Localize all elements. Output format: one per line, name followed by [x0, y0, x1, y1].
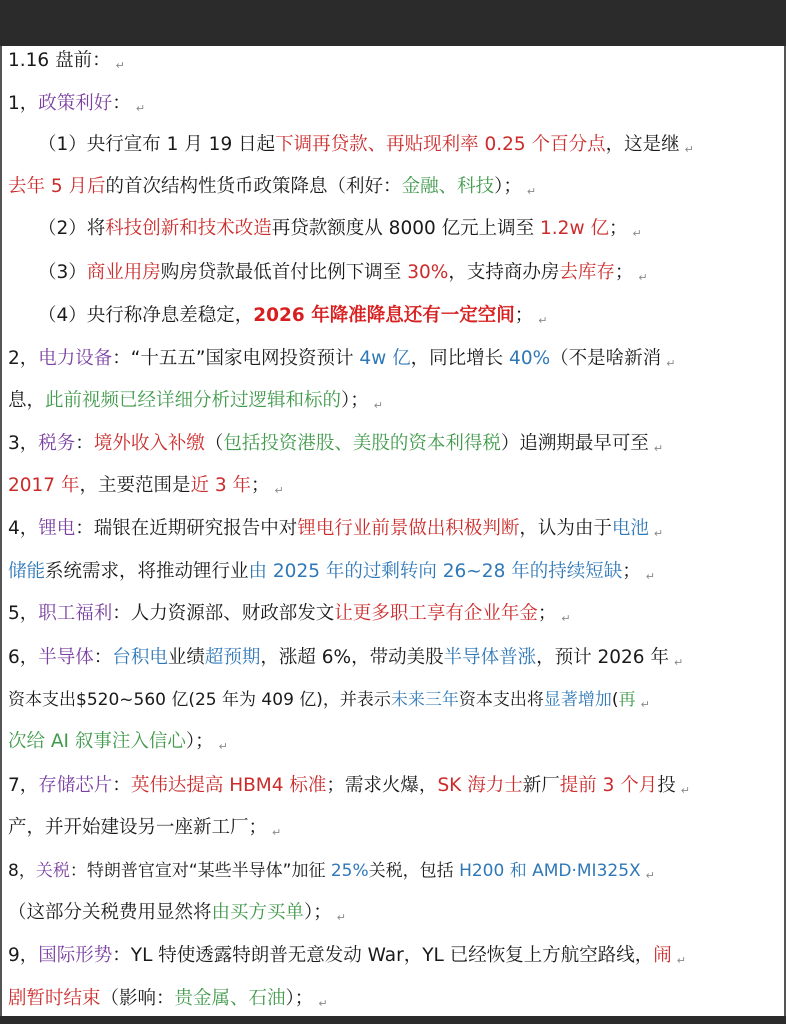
doc-line	[8, 46, 125, 76]
text-run: ：特朗普官宣对“某些半导体”加征	[69, 861, 331, 881]
text-run: 贵金属、石油	[174, 988, 286, 1009]
text-run: （影响：	[100, 988, 175, 1009]
text-run: 去库存	[559, 262, 615, 283]
text-run: （3）	[38, 262, 87, 283]
text-run: 投	[657, 775, 676, 796]
text-run: 40%	[509, 348, 551, 369]
text-run: ）追溯期最早可至	[500, 433, 649, 454]
text-run: 金融、科技	[401, 176, 495, 197]
text-run: 科技创新和技术改造	[105, 218, 272, 239]
doc-line	[8, 172, 536, 202]
text-run: 2017 年	[8, 475, 80, 496]
text-run: ；	[251, 475, 270, 496]
text-run: 5，	[8, 603, 39, 624]
text-run: 3，	[8, 433, 39, 454]
text-run: 未来三年	[390, 690, 459, 710]
bottom-bar	[0, 1016, 786, 1024]
text-run: 税务	[38, 433, 76, 454]
doc-line	[8, 471, 284, 501]
text-run: 业绩	[167, 647, 205, 668]
text-run: 系统需求，将推动锂行业	[45, 561, 249, 582]
text-run: 半导体	[38, 647, 94, 668]
doc-line	[8, 386, 383, 416]
text-run: ；	[514, 305, 534, 326]
text-run: ，这是继	[605, 134, 680, 155]
text-run: （不是啥新消	[550, 348, 662, 369]
text-run: ：	[75, 433, 94, 454]
paragraph-mark-icon: ↵	[640, 698, 650, 711]
text-run: ：人力资源部、财政部发文	[112, 603, 335, 624]
text-run: 提前 3 个月	[559, 775, 658, 796]
paragraph-mark-icon: ↵	[135, 102, 146, 115]
doc-line	[8, 984, 328, 1014]
text-run: 8，	[8, 861, 36, 881]
paragraph-mark-icon: ↵	[645, 570, 655, 583]
text-run: 30%	[407, 262, 449, 283]
doc-line	[38, 214, 642, 244]
text-run: 存储芯片	[38, 775, 113, 796]
text-run: ，认为由于	[519, 518, 612, 539]
paragraph-mark-icon: ↵	[638, 271, 648, 284]
text-run: ：	[93, 647, 113, 668]
doc-line	[8, 429, 663, 459]
text-run: 国际形势	[38, 945, 113, 966]
text-run: 锂电	[38, 518, 76, 539]
doc-line	[8, 557, 655, 587]
paragraph-mark-icon: ↵	[336, 911, 347, 924]
paragraph-mark-icon: ↵	[680, 784, 690, 797]
text-run: ）；	[285, 988, 314, 1009]
paragraph-mark-icon: ↵	[653, 527, 664, 540]
paragraph-mark-icon: ↵	[115, 59, 125, 72]
paragraph-mark-icon: ↵	[373, 399, 384, 412]
text-run: 的首次结构性货币政策降息（利好：	[105, 176, 402, 197]
top-bar	[0, 0, 786, 46]
text-run: H200 和 AMD·MI325X	[459, 861, 641, 881]
paragraph-mark-icon: ↵	[272, 826, 282, 839]
text-run: ）；	[494, 176, 522, 197]
doc-line	[38, 301, 547, 331]
doc-line	[8, 599, 571, 629]
text-run: 商业用房	[86, 262, 161, 283]
doc-line	[8, 685, 650, 715]
text-run: ：	[112, 93, 131, 114]
doc-line	[8, 941, 686, 971]
text-run: 英伟达提高 HBM4 标准	[130, 775, 327, 796]
text-run: 4，	[8, 518, 39, 539]
text-run: 6，	[8, 647, 39, 668]
text-run: ）；	[304, 902, 332, 923]
text-run: 近 3 年	[190, 475, 252, 496]
doc-line	[8, 514, 663, 544]
text-run: 7，	[8, 775, 39, 796]
paragraph-mark-icon: ↵	[318, 997, 328, 1010]
text-run: 2026 年降准降息还有一定空间	[253, 305, 515, 326]
text-run: 超预期	[204, 647, 261, 668]
doc-line	[8, 727, 228, 757]
paragraph-mark-icon: ↵	[666, 357, 676, 370]
paragraph-mark-icon: ↵	[673, 656, 684, 669]
text-run: (	[611, 690, 619, 710]
text-run: SK 海力士	[437, 775, 523, 796]
text-run: 此前视频已经详细分析过逻辑和标的	[45, 390, 342, 411]
text-run: 剧暂时结束	[8, 988, 101, 1009]
text-run: 让更多职工享有企业年金	[334, 603, 538, 624]
text-run: 电力设备	[38, 348, 113, 369]
text-run: ；	[537, 603, 557, 624]
doc-line	[8, 898, 346, 928]
text-run: ；	[614, 262, 634, 283]
doc-line	[8, 344, 675, 374]
text-run: ，涨超 6%，带动美股	[260, 647, 444, 668]
text-run: 购房贷款最低首付比例下调至	[160, 262, 408, 283]
paragraph-mark-icon: ↵	[684, 143, 694, 156]
text-run: （这部分关税费用显然将	[8, 902, 212, 923]
text-run: 由买方买单	[211, 902, 305, 923]
text-run: 资本支出将	[458, 690, 544, 710]
text-run: 去年 5 月后	[8, 176, 106, 197]
text-run: ）；	[185, 731, 214, 752]
text-run: 台积电	[112, 647, 168, 668]
text-run: 境外收入补缴	[93, 433, 205, 454]
text-run: 次给 AI 叙事注入信心	[8, 731, 186, 752]
text-run: 资本支出$520~560 亿(25 年为 409 亿)，并表示	[8, 690, 391, 710]
text-run: 再	[618, 690, 636, 710]
text-run: 由 2025 年的过剩转向 26~28 年的持续短缺	[248, 561, 623, 582]
text-run: 包括投资港股、美股的资本利得税	[223, 433, 501, 454]
text-run: 政策利好	[38, 93, 113, 114]
text-run: ，支持商办房	[448, 262, 560, 283]
doc-line	[38, 258, 648, 288]
text-run: 产，并开始建设另一座新工厂；	[8, 817, 268, 838]
text-run: （2）将	[38, 218, 106, 239]
doc-line	[38, 130, 694, 160]
text-run: 新厂	[522, 775, 560, 796]
text-run: 关税	[35, 861, 70, 881]
doc-line	[8, 813, 281, 843]
text-run: 再贷款额度从 8000 亿元上调至	[271, 218, 541, 239]
doc-line	[8, 89, 145, 119]
text-run: ，预计 2026 年	[536, 647, 669, 668]
left-edge	[0, 46, 2, 1016]
text-run: 2，	[8, 348, 39, 369]
paragraph-mark-icon: ↵	[561, 612, 571, 625]
text-run: 半导体普涨	[443, 647, 537, 668]
doc-line	[8, 771, 690, 801]
text-run: ；	[608, 218, 628, 239]
text-run: （1）央行宣布 1 月 19 日起	[38, 134, 276, 155]
text-run: 职工福利	[38, 603, 113, 624]
text-run: ；	[622, 561, 641, 582]
doc-line	[8, 856, 655, 886]
paragraph-mark-icon: ↵	[274, 484, 284, 497]
text-run: ：	[112, 775, 131, 796]
text-run: 下调再贷款、再贴现利率 0.25 个百分点	[275, 134, 606, 155]
text-run: 锂电行业前景做出积极判断	[297, 518, 520, 539]
text-run: 闹	[653, 945, 672, 966]
text-run: ：“十五五”国家电网投资预计	[112, 348, 360, 369]
text-run: （4）央行称净息差稳定，	[38, 305, 254, 326]
text-run: 关税，包括	[368, 861, 460, 881]
paragraph-mark-icon: ↵	[645, 869, 655, 882]
text-run: 储能	[8, 561, 46, 582]
text-run: 电池	[611, 518, 649, 539]
doc-line	[8, 643, 683, 673]
paragraph-mark-icon: ↵	[218, 740, 228, 753]
text-run: 1.2w 亿	[540, 218, 609, 239]
text-run: 4w 亿	[359, 348, 411, 369]
text-run: ；需求火爆，	[326, 775, 438, 796]
text-run: 显著增加	[543, 690, 612, 710]
paragraph-mark-icon: ↵	[676, 954, 686, 967]
text-run: 1，	[8, 93, 39, 114]
paragraph-mark-icon: ↵	[653, 442, 664, 455]
text-run: 息，	[8, 390, 46, 411]
paragraph-mark-icon: ↵	[538, 314, 548, 327]
text-run: ）；	[341, 390, 369, 411]
text-run: 9，	[8, 945, 39, 966]
paragraph-mark-icon: ↵	[632, 227, 642, 240]
text-run: ：YL 特使透露特朗普无意发动 War，YL 已经恢复上方航空路线，	[112, 945, 654, 966]
text-run: 25%	[330, 861, 369, 881]
text-run: 1.16 盘前：	[8, 50, 111, 71]
text-run: ，主要范围是	[79, 475, 191, 496]
text-run: ，同比增长	[410, 348, 510, 369]
text-run: ：瑞银在近期研究报告中对	[75, 518, 298, 539]
paragraph-mark-icon: ↵	[526, 185, 537, 198]
text-run: （	[204, 433, 224, 454]
